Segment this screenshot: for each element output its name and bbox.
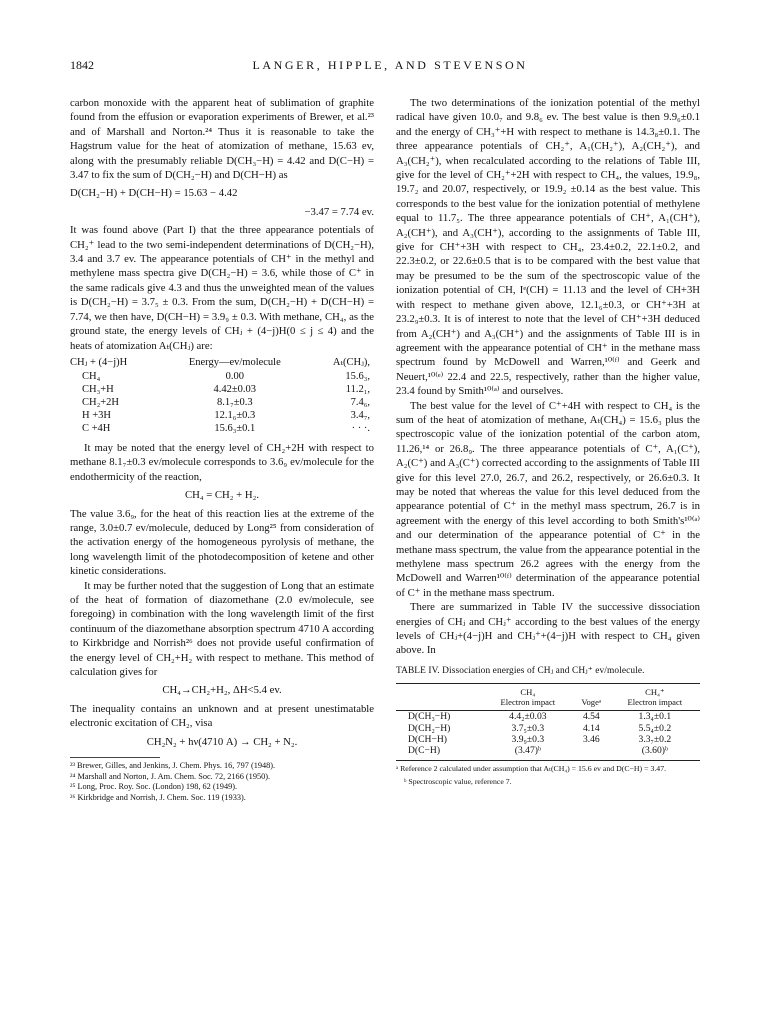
left-column: [70, 96, 374, 803]
table-footnote: ᵇ Spectroscopic value, reference 7.: [404, 776, 512, 786]
table-header-cell: [610, 684, 700, 711]
table-cell: CH₂+2H: [82, 396, 120, 408]
table-row: [70, 396, 374, 409]
table-cell: 3.46: [582, 734, 600, 746]
footnote: ²⁴ Marshall and Norton, J. Am. Chem. Soc. 72, 2166 (1950).: [70, 771, 271, 781]
page-header: [70, 58, 710, 82]
table-cell: D(CH−H): [408, 734, 447, 746]
footnote-divider: [70, 757, 160, 758]
table-cell: · · ·.: [351, 422, 370, 434]
table-cell: 8.1₇±0.3: [216, 396, 253, 408]
running-title: LANGER, HIPPLE, AND STEVENSON: [252, 58, 528, 72]
footnote: ²³ Brewer, Gilles, and Jenkins, J. Chem. Phys. 16, 797 (1948).: [70, 761, 276, 771]
table-header-cell: CHⱼ + (4−j)H: [70, 356, 128, 368]
table-row: [70, 383, 374, 396]
table-header-cell: [573, 684, 610, 711]
equation-continuation: −3.47 = 7.74 ev.: [304, 205, 374, 218]
header-line: Electron impact: [500, 697, 556, 708]
table-cell: 0.00: [225, 370, 244, 382]
paragraph: carbon monoxide with the apparent heat of sublimation of graphite found from the effusion or evaporation experiments of Brewer, et al.²³ and of Marshall and Norton.²⁴ Thus it is reasonable to take the Hagstrum value for the heat of atomization of methane, 15.63 ev, along with the presumably reliable D(CH₃−H) = 4.42 and D(C−H) = 3.47 to fix the sum of D(CH₂−H) and D(CH−H) as: [70, 97, 374, 182]
table-header-cell: [483, 684, 573, 711]
table-cell: D(C−H): [396, 745, 483, 760]
table-cell: 15.6₃,: [345, 370, 370, 382]
table-cell: 4.42±0.03: [213, 383, 257, 395]
table-cell: 3.7₅±0.3: [511, 722, 545, 734]
table-cell: [573, 745, 610, 760]
paragraph: There are summarized in Table IV the successive dissociation energies of CHⱼ and CHⱼ⁺ according to the best values of the energy levels of CHⱼ+(4−j)H and CHⱼ⁺+(4−j)H with respect to CH₄ given above. In: [396, 601, 700, 657]
energy-levels-table: [70, 356, 374, 435]
table-cell: 4.14: [582, 722, 600, 734]
table-header-cell: Aₜ(CHⱼ),: [332, 356, 370, 368]
table-cell: (3.60)ᵇ: [610, 745, 700, 760]
table-header-row: [70, 356, 374, 370]
table-row: [70, 409, 374, 422]
table-cell: 15.6₃±0.1: [214, 422, 256, 434]
dissociation-energies-table: [396, 683, 700, 761]
table-cell: D(CH₃−H): [408, 711, 451, 723]
right-column: [396, 96, 700, 786]
table-header-cell: Energy—ev/molecule: [188, 356, 281, 368]
equation: CH₄→CH₂+H₂, ΔH<5.4 ev.: [162, 684, 282, 697]
equation: D(CH₂−H) + D(CH−H) = 15.63 − 4.42: [70, 187, 238, 200]
paragraph: It was found above (Part I) that the three appearance potentials of CH₂⁺ lead to the two semi-independent determinations of D(CH₂−H), 3.4 and 3.7 ev. The appearance potentials of CH⁺ in the methyl and methylene mass spectra give D(CH₂−H) = 3.6, while those of C⁺ in the same radicals give 4.3 and thus the unweighted mean of the values is D(CH₂−H) = 3.7₅ ± 0.3. From the sum, D(CH₂−H) + D(CH−H) = 7.74, we then have, D(CH−H) = 3.9₉ ± 0.3. With methane, CH₄, as the ground state, the energy levels of CHⱼ + (4−j)H(0 ≤ j ≤ 4) and the heats of atomization Aₜ(CHⱼ) are:: [70, 224, 374, 352]
page-number: 1842: [70, 58, 94, 72]
table-cell: 7.4₆,: [350, 396, 370, 408]
equation: CH₄ = CH₂ + H₂.: [184, 489, 259, 502]
table-row: [70, 370, 374, 383]
table-cell: 4.54: [582, 711, 600, 723]
table-header-row: [396, 684, 700, 711]
table-cell: 12.1₆±0.3: [214, 409, 256, 421]
table-cell: 3.4₇,: [350, 409, 370, 421]
table-cell: C +4H: [82, 422, 111, 434]
paragraph: It may be noted that the energy level of CH₂+2H with respect to methane 8.1₇±0.3 ev/molecule corresponds to 3.6₉ ev/molecule for the endothermicity of the reaction,: [70, 441, 374, 483]
table-footnote: ᵃ Reference 2 calculated under assumption that Aₜ(CH₄) = 15.6 ev and D(C−H) = 3.47.: [396, 763, 667, 773]
table-caption: TABLE IV. Dissociation energies of CHⱼ and CHⱼ⁺ ev/molecule.: [396, 665, 645, 676]
table-row: [396, 734, 700, 745]
table-cell: D(CH₂−H): [408, 722, 451, 734]
header-line: Electron impact: [627, 697, 683, 708]
header-line: CH₄⁺: [645, 687, 665, 698]
table-cell: (3.47)ᵇ: [483, 745, 573, 760]
header-line: CH₄: [520, 687, 536, 698]
table-cell: 1.3₄±0.1: [638, 711, 672, 723]
table-cell: 5.5₄±0.2: [638, 722, 672, 734]
table-row: [70, 422, 374, 435]
table-cell: H +3H: [82, 409, 111, 421]
journal-page: [70, 58, 710, 1008]
footnote: ²⁶ Kirkbridge and Norrish, J. Chem. Soc. 119 (1933).: [70, 792, 246, 802]
table-cell: 3.3₇±0.2: [638, 734, 672, 746]
table-header-cell: [396, 684, 483, 711]
table-cell: 11.2₁,: [345, 383, 370, 395]
paragraph: The two determinations of the ionization potential of the methyl radical have given 10.0₇ and 9.8₆ ev. The best value is then 9.9₆±0.1 and the energy of CH₃⁺+H with respect to methane is 14.3₈±0.1. The three appearance potentials of CH₂⁺, A₁(CH₂⁺), A₂(CH₂⁺), and A₃(CH₂⁺), when recalculated according to the relations of Table III, give for the level of CH₂⁺+2H with respect to CH₄, the values, 19.9₈, 19.7₂ and 20.07, respectively, or 19.9₂ ±0.14 as the best value. This corresponds to the best value for the ionization potential of methylene equal to 11.7₅. The three appearance potentials of CH⁺, A₁(CH⁺), A₂(CH⁺), and A₃(CH⁺), according to the assignments of Table III, give for CH⁺+3H with respect to CH₄, 23.4±0.2, 22.1±0.2, and 22.3±0.2, or 22.6±0.5 that is to be compared with the best value that may be presumed to be the sum of the spectroscopic value of the ionization potential of CH, Iᵉ(CH) = 11.13 and the level of CH+3H with respect to methane given above, 12.1₆±0.3, or CH⁺+3H at 23.2₉±0.3. It is of interest to note that the level of CH⁺+3H deduced from A₂(CH⁺) and A₃(CH⁺) and the assignments of Table III is in agreement with the appearance potential of CH⁺ in the methane mass spectrum found by McDowell and Warren,¹⁰⁽ᶠ⁾ and Geerk and Neuert,¹⁰⁽ᵉ⁾ 22.4 and 22.5, respectively, rather than the higher value, 23.4 found by Smith¹⁰⁽ᵃ⁾ and ourselves.: [396, 97, 700, 398]
paragraph: It may be further noted that the suggestion of Long that an estimate of the heat of formation of diazomethane (2.0 ev/molecule, see foregoing) in combination with the long wavelength limit of the first continuum of the diazomethane absorption spectrum 4710 A according to Kirkbridge and Norrish²⁶ does not provide useful confirmation of the energy level of CH₂+H₂ with respect to methane. This method of calculation gives for: [70, 579, 374, 678]
table-cell: 3.9₉±0.3: [511, 734, 545, 746]
table-row: [396, 745, 700, 760]
table-row: [396, 711, 700, 723]
table-cell: CH₄: [82, 370, 101, 382]
table-row: [396, 723, 700, 734]
paragraph: The inequality contains an unknown and at present unestimatable electronic excitation of CH₂, visa: [70, 702, 374, 730]
paragraph: The value 3.6₉, for the heat of this reaction lies at the extreme of the range, 3.0±0.7 ev/molecule, deduced by Long²⁵ from consideration of the activation energy of the homogeneous pyrolysis of methane, the long wavelength limit of the photodecomposition of ketene and other kinetic considerations.: [70, 507, 374, 578]
table-cell: CH₃+H: [82, 383, 114, 395]
paragraph: The best value for the level of C⁺+4H with respect to CH₄ is the sum of the heat of atomization of methane, Aₜ(CH₄) = 15.6₃ plus the spectroscopic value of the ionization potential of the carbon atom, 11.26,¹⁴ or 26.8₉. The three appearance potentials of C⁺, A₁(C⁺), A₂(C⁺) and A₃(C⁺) corrected according to the assignments of Table III give for this level 27.0, 26.7, and 26.2, respectively, or 26.6±0.3. It may be noted that whereas the value for this level deduced from the appearance potential of C⁺ in the methyl mass spectrum, 26.7 is in agreement with the energy of this level according to both Smith's¹⁰⁽ᵃ⁾ and our determination of the appearance potential of C⁺ in the methane mass spectrum, the value from the appearance potential in the methylene mass spectrum 26.2 agrees with the energy from the McDowell and Warren¹⁰⁽ᶠ⁾ determination of the appearance potential of C⁺ in the methane mass spectrum.: [396, 399, 700, 599]
equation: CH₂N₂ + hν(4710 A) → CH₂ + N₂.: [146, 735, 298, 748]
footnote: ²⁵ Long, Proc. Roy. Soc. (London) 198, 62 (1949).: [70, 782, 238, 792]
header-line: Vogeᵃ: [581, 697, 602, 708]
table-cell: 4.4₂±0.03: [509, 711, 547, 723]
